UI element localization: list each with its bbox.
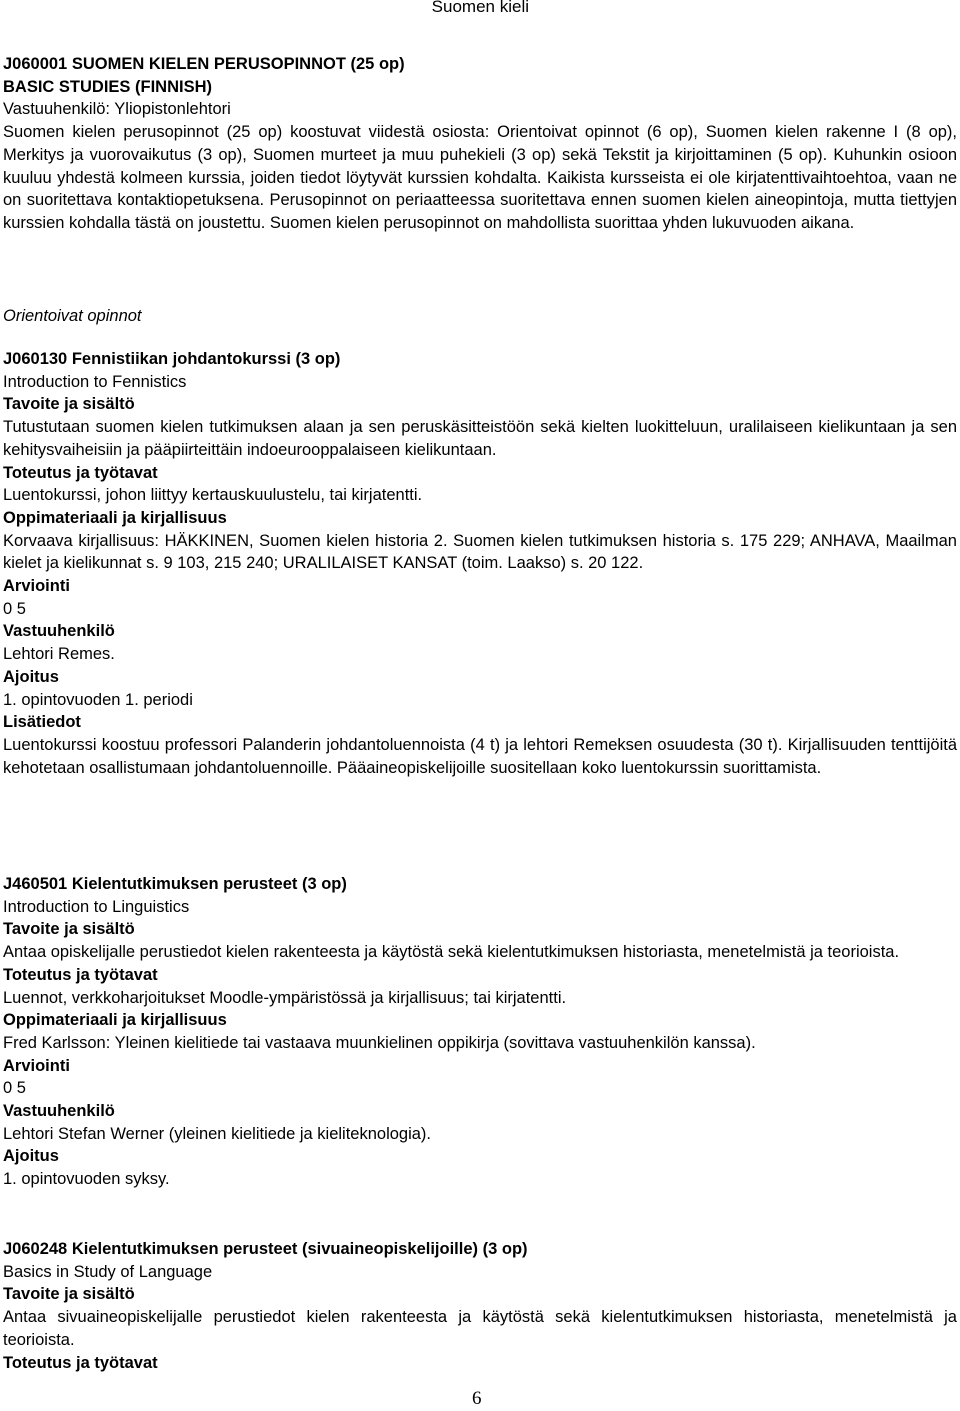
running-header: Suomen kieli [431,0,529,16]
programme-title: J060001 SUOMEN KIELEN PERUSOPINNOT (25 op) [3,55,405,73]
label-grading: Arviointi [3,1056,70,1075]
label-goal: Tavoite ja sisältö [3,920,135,939]
course-goal: Antaa opiskelijalle perustiedot kielen rakenteesta ja käytöstä sekä kielentutkimuksen historiasta, menetelmistä ja teorioista. [3,943,900,962]
course-title: J060248 Kielentutkimuksen perusteet (sivuaineopiskelijoille) (3 op) [3,1240,528,1258]
label-timing: Ajoitus [3,667,59,686]
course-title: J460501 Kielentutkimuksen perusteet (3 op) [3,875,347,893]
course-grading: 0 5 [3,599,26,618]
course-additional: Luentokurssi koostuu professori Palanderin johdantoluennoista (4 t) ja lehtori Remeksen osuudesta (30 t). Kirjallisuuden tenttijöitä kehotetaan osallistumaan johdantoluennoille. Pääaineopiskelijoille suositellaan koko luentokurssin suorittamista. [3,735,957,777]
label-materials: Oppimateriaali ja kirjallisuus [3,508,227,527]
course-goal: Tutustutaan suomen kielen tutkimuksen alaan ja sen peruskäsitteistöön sekä kielten luokitteluun, uralilaiseen kielikuntaan ja sen kehitysvaiheisiin ja pääpiirteittäin indoeurooppalaiseen kielikuntaan. [3,418,957,459]
course-english-title: Basics in Study of Language [3,1262,213,1281]
course-title: J060130 Fennistiikan johdantokurssi (3 op) [3,350,341,368]
intro-section [3,53,957,235]
course-implementation: Luennot, verkkoharjoitukset Moodle-ympäristössä ja kirjallisuus; tai kirjatentti. [3,988,567,1007]
label-goal: Tavoite ja sisältö [3,1285,135,1304]
programme-responsible: Vastuuhenkilö: Yliopistonlehtori [3,100,231,119]
course-timing: 1. opintovuoden syksy. [3,1170,170,1189]
course-j060130 [3,348,957,779]
course-english-title: Introduction to Linguistics [3,897,190,916]
label-grading: Arviointi [3,577,70,596]
course-materials: Fred Karlsson: Yleinen kielitiede tai vastaava muunkielinen oppikirja (sovittava vastuuhenkilön kanssa). [3,1033,756,1052]
course-goal: Antaa sivuaineopiskelijalle perustiedot kielen rakenteesta ja käytöstä sekä kielentutkimuksen historiasta, menetelmistä ja teorioista. [3,1308,957,1349]
course-timing: 1. opintovuoden 1. periodi [3,690,193,709]
page-number: 6 [472,1388,482,1409]
label-timing: Ajoitus [3,1147,59,1166]
programme-english-title: BASIC STUDIES (FINNISH) [3,77,213,96]
course-j060248 [3,1238,957,1374]
course-english-title: Introduction to Fennistics [3,372,187,391]
label-responsible: Vastuuhenkilö [3,1102,115,1121]
label-additional: Lisätiedot [3,713,81,732]
label-responsible: Vastuuhenkilö [3,622,115,641]
course-responsible: Lehtori Stefan Werner (yleinen kielitiede ja kieliteknologia). [3,1124,432,1143]
label-implementation: Toteutus ja työtavat [3,463,158,482]
label-implementation: Toteutus ja työtavat [3,1353,158,1372]
label-implementation: Toteutus ja työtavat [3,965,158,984]
course-j460501 [3,873,957,1191]
course-responsible: Lehtori Remes. [3,645,115,664]
label-materials: Oppimateriaali ja kirjallisuus [3,1011,227,1030]
course-grading: 0 5 [3,1079,26,1098]
course-materials: Korvaava kirjallisuus: HÄKKINEN, Suomen kielen historia 2. Suomen kielen tutkimuksen historia s. 175 229; ANHAVA, Maailman kielet ja kielikunnat s. 9 103, 215 240; URALILAISET KANSAT (toim. Laakso) s. 20 122. [3,531,957,573]
programme-description: Suomen kielen perusopinnot (25 op) koostuvat viidestä osiosta: Orientoivat opinnot (6 op), Suomen kielen rakenne I (8 op), Merkitys ja vuorovaikutus (3 op), Suomen murteet ja muu puhekieli (3 op) sekä Tekstit ja kirjoittaminen (5 op). Kuhunkin osioon kuuluu yhdestä kolmeen kurssia, joiden tiedot löytyvät kurssien kohdalta. Kaikista kursseista ei ole kirjatenttivaihtoehtoa, vaan ne on suoritettava kontaktiopetuksena. Perusopinnot on periaatteessa suoritettava ennen suomen kielen aineopintoja, mutta tiettyjen kurssien kohdalla tästä on joustettu. Suomen kielen perusopinnot on mahdollista suorittaa yhden lukuvuoden aikana. [3,123,957,232]
course-implementation: Luentokurssi, johon liittyy kertauskuulustelu, tai kirjatentti. [3,486,423,505]
section-heading: Orientoivat opinnot [3,307,142,325]
label-goal: Tavoite ja sisältö [3,395,135,414]
